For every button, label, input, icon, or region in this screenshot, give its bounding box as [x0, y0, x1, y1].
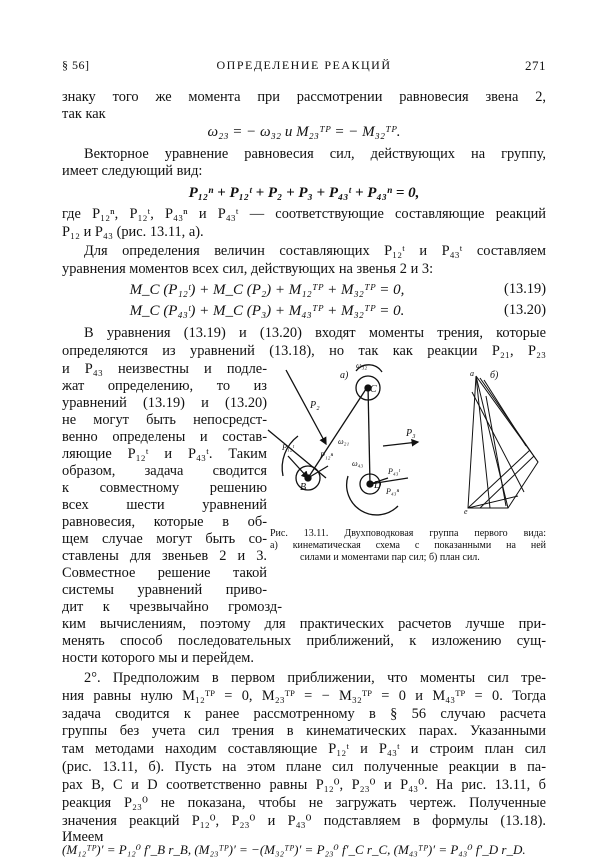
- equation-number: (13.19): [504, 281, 546, 297]
- text-line: Для определения величин составляющих P₁₂ᵗ и P₄₃ᵗ составляем: [84, 243, 546, 259]
- equation: ω₂₃ = − ω₃₂ и M₂₃ᵀᴾ = − M₃₂ᵀᴾ.: [207, 124, 401, 140]
- figure-caption: Рис. 13.11. Двухповодковая группа первого вида:: [270, 528, 546, 539]
- text-line: там методами находим составляющие P₁₂ᵗ и P₄₃ᵗ и строим план сил: [62, 741, 546, 757]
- text-line: рах B, C и D соответственно равны P₁₂⁰, P₂₃⁰ и P₄₃⁰. На рис. 13.11, б: [62, 777, 546, 793]
- running-title: ОПРЕДЕЛЕНИЕ РЕАКЦИЙ: [216, 58, 392, 72]
- text-line: Векторное уравнение равновесия сил, действующих на группу,: [84, 146, 546, 162]
- text-line: не могут быть непосредст-: [62, 412, 267, 428]
- text-line: значения реакций P₁₂⁰, P₂₃⁰ и P₄₃⁰ подставляем в формулы (13.18).: [62, 813, 546, 829]
- text-line: ким вычислениям, поэтому для практических расчетов лучше при-: [62, 616, 546, 632]
- equation: M_C (P₁₂ᵗ) + M_C (P₂) + M₁₂ᵀᴾ + M₃₂ᵀᴾ = 0,: [129, 282, 405, 298]
- text-line: уравнения моментов всех сил, действующих на звенья 2 и 3:: [62, 261, 434, 277]
- fig-label: a: [470, 369, 474, 378]
- figure-caption: силами и моментами пар сил; б) план сил.: [300, 552, 480, 563]
- text-line: и P₄₃ неизвестны и подле-: [62, 361, 267, 377]
- text-line: ляющие P₁₂ᵗ и P₄₃ᵗ. Таким: [62, 446, 267, 462]
- text-line: Совместное решение такой: [62, 565, 267, 581]
- text-line: образом, задача сводится: [62, 463, 267, 479]
- fig-label: e: [464, 507, 468, 516]
- text-line: системы уравнений приво-: [62, 582, 267, 598]
- fig-label: P₁₂ᵗ: [282, 443, 294, 452]
- text-line: знаку того же момента при рассмотрении равновесия звена 2,: [62, 89, 546, 105]
- text-line: Имеем: [62, 829, 104, 845]
- text-line: ставлены для звеньев 2 и 3.: [62, 548, 267, 564]
- fig-label: а): [340, 370, 349, 381]
- equation: M_C (P₄₃ᵗ) + M_C (P₃) + M₄₃ᵀᴾ + M₃₂ᵀᴾ = 0.: [129, 303, 405, 319]
- text-line: уравнений (13.19) и (13.20): [62, 395, 267, 411]
- plan-line: [468, 450, 530, 508]
- fig-label: P₁₂ⁿ: [320, 451, 333, 460]
- moment-arc: [282, 436, 298, 476]
- figure-caption: а) кинематическая схема с показанными на ней: [270, 540, 546, 551]
- text-line: равновесия, которые в об-: [62, 514, 267, 530]
- force-plan: [468, 376, 538, 508]
- text-line: имеет следующий вид:: [62, 163, 203, 179]
- fig-label: P₂: [310, 400, 320, 411]
- text-line: (рис. 13.11, б). Пусть на этом плане сил полученные реакции в па-: [62, 759, 546, 775]
- fig-label: ω₄₃: [352, 459, 364, 468]
- link-3: [368, 386, 370, 484]
- fig-label: ω₃₂: [356, 361, 368, 370]
- force-arrow: [383, 442, 418, 446]
- text-line: дит к чрезвычайно громозд-: [62, 599, 282, 615]
- text-line: ния равны нулю M₁₂ᵀᴾ = 0, M₂₃ᵀᴾ = − M₃₂ᵀᴾ = 0 и M₄₃ᵀᴾ = 0. Тогда: [62, 688, 546, 704]
- figure-13-11: [268, 361, 548, 526]
- text-line: определяются из уравнений (13.18), но так как реакции P₂₁, P₂₃: [62, 343, 546, 359]
- force-arrow: [286, 370, 326, 444]
- plan-line: [468, 496, 518, 508]
- fig-label: P₃: [406, 428, 416, 439]
- plan-line: [480, 456, 534, 508]
- equation: P₁₂ⁿ + P₁₂ᵗ + P₂ + P₃ + P₄₃ᵗ + P₄₃ⁿ = 0,: [188, 185, 420, 201]
- text-line: группы без учета сил трения в кинематических парах. Указанными: [62, 723, 546, 739]
- text-line: где P₁₂ⁿ, P₁₂ᵗ, P₄₃ⁿ и P₄₃ᵗ — соответствующие составляющие реакций: [62, 206, 546, 222]
- text-line: 2°. Предположим в первом приближении, что моменты сил тре-: [84, 670, 546, 686]
- fig-label: ω₂₁: [338, 437, 350, 446]
- text-line: к совместному решению: [62, 480, 267, 496]
- equation: (M₁₂ᵀᴾ)′ = P₁₂⁰ f′_B r_B, (M₂₃ᵀᴾ)′ = −(M₃₂ᵀᴾ)′ = P₂₃⁰ f′_C r_C, (M₄₃ᵀᴾ)′ = P₄₃⁰ f′_D r_D.: [62, 842, 526, 857]
- text-line: P₁₂ и P₄₃ (рис. 13.11, а).: [62, 224, 204, 240]
- fig-label: P₄₃ⁿ: [386, 487, 399, 496]
- text-line: щем случае могут быть со-: [62, 531, 267, 547]
- fig-label: D: [374, 480, 382, 491]
- plan-line: [476, 376, 490, 508]
- text-line: ности которого мы и перейдем.: [62, 650, 254, 666]
- text-line: жат определению, то из: [62, 378, 267, 394]
- text-line: так как: [62, 106, 106, 122]
- text-line: задача сводится к ранее рассмотренному в § 56 случаю расчета: [62, 706, 546, 722]
- text-line: всех шести уравнений: [62, 497, 267, 513]
- section-number: § 56]: [62, 58, 90, 72]
- equation-number: (13.20): [504, 302, 546, 318]
- fig-label: B: [300, 482, 307, 493]
- page-number: 271: [525, 58, 546, 73]
- fig-label: б): [490, 370, 499, 381]
- fig-label: C: [370, 384, 377, 395]
- text-line: венно определены и состав-: [62, 429, 267, 445]
- running-header: [62, 58, 546, 74]
- fig-label: P₄₃ᵗ: [388, 467, 400, 476]
- text-line: В уравнения (13.19) и (13.20) входят моменты трения, которые: [84, 325, 546, 341]
- text-line: менять способ последовательных приближений, к изложению сущ-: [62, 633, 546, 649]
- text-line: реакция P₂₃⁰ не показана, чтобы не загружать чертеж. Полученные: [62, 795, 546, 811]
